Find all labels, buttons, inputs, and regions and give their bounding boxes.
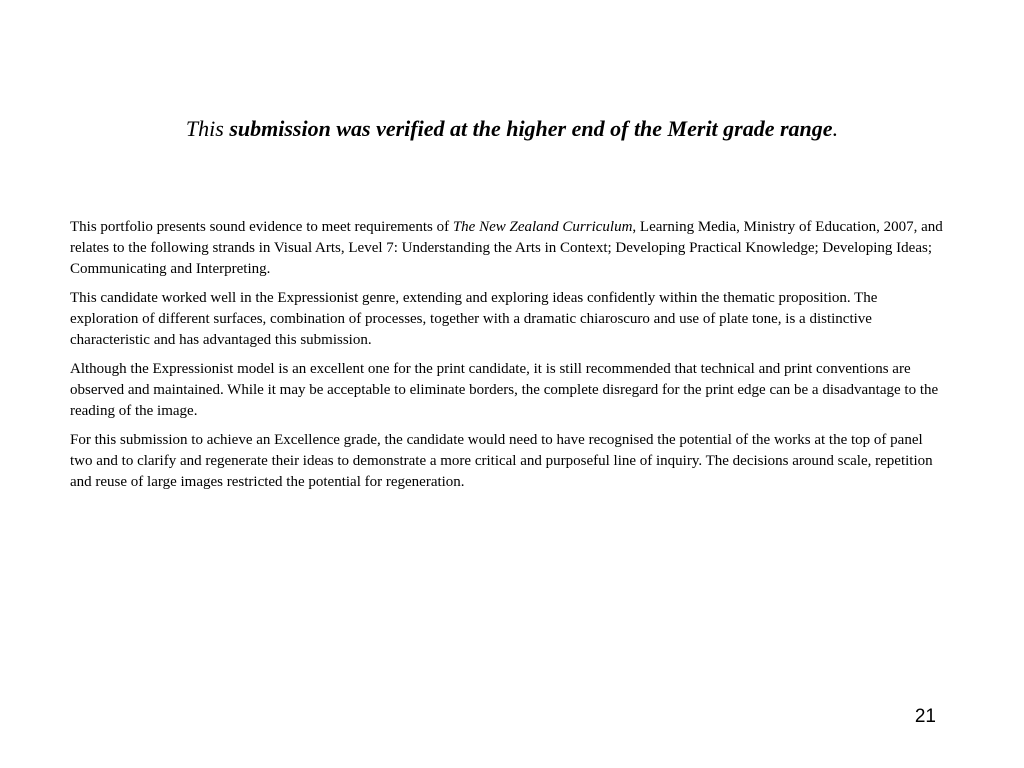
p1-before: This portfolio presents sound evidence to meet requirements of: [70, 219, 453, 235]
page-title: [0, 114, 1024, 144]
paragraph-conventions: Although the Expressionist model is an excellent one for the print candidate, it is still recommended that technical and print conventions are observed and maintained. While it may be acceptable to eliminate borders, the complete disregard for the print edge can be a disadvantage to the reading of the image.: [70, 361, 939, 419]
p1-after: , Learning Media, Ministry of Education, 2007, and relates to the following strands in Visual Arts, Level 7: Understanding the Arts in Context; Developing Practical Knowledge; Developing Ideas; Communicating and Interpreting.: [70, 219, 943, 277]
paragraph-genre: This candidate worked well in the Expressionist genre, extending and exploring ideas confidently within the thematic proposition. The exploration of different surfaces, combination of processes, together with a dramatic chiaroscuro and use of plate tone, is a distinctive characteristic and has advantaged this submission.: [70, 290, 878, 348]
paragraph-curriculum: [70, 217, 946, 280]
title-end: .: [832, 116, 839, 141]
title-lead: This: [185, 116, 224, 141]
page-number: 21: [914, 706, 936, 727]
title-main: submission was verified at the higher end of the Merit grade range: [229, 116, 833, 141]
curriculum-title: The New Zealand Curriculum: [452, 219, 633, 235]
paragraph-excellence: For this submission to achieve an Excellence grade, the candidate would need to have recognised the potential of the works at the top of panel two and to clarify and regenerate their ideas to demonstrate a more critical and purposeful line of inquiry. The decisions around scale, repetition and reuse of large images restricted the potential for regeneration.: [70, 432, 933, 490]
body-text: [70, 217, 946, 501]
